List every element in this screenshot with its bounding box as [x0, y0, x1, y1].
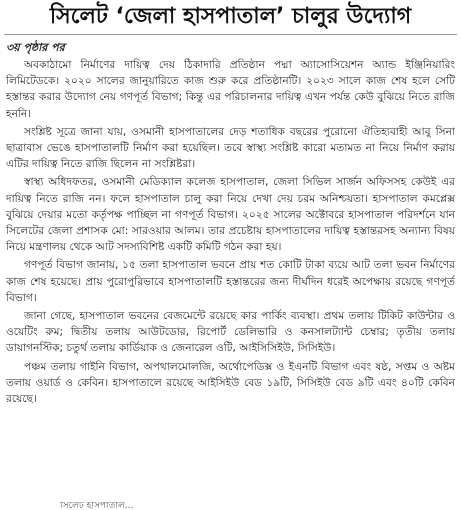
article-body	[6, 57, 455, 409]
paragraph-5: জানা গেছে, হাসপাতাল ভবনের বেজমেন্টে রয়েছে কার পার্কিং ব্যবস্থা। প্রথম তলায় টিকিট কাউন্টার ও ওয়েটিং রুম; দ্বিতীয় তলায় আউটডোর, রিপোর্ট ডেলিভারি ও কনসালট্যান্ট চেম্বার; তৃতীয় তলায় ডায়াগনস্টিক; চতুর্থ তলায় কার্ডিয়াক ও জেনারেল ওটি, আইসিসিইউ, সিসিইউ।	[6, 310, 455, 355]
cut-off-line: সিলেট হাসপাতাল…	[60, 502, 134, 510]
paragraph-2: সংশ্লিষ্ট সূত্রে জানা যায়, ওসমানী হাসপাতালের দেড় শতাধিক বছরের পুরোনো ঐতিহ্যবাহী আবু সিনা ছাত্রাবাস ভেঙে হাসপাতালটি নির্মাণ করা হয়েছিল। তবে স্বাস্থ্য সংশ্লিষ্ট কারো মতামত না নিয়ে নির্মাণ করায় এটির দায়িত্ব নিতে রাজি ছিলেন না সংশ্লিষ্টরা।	[6, 125, 455, 171]
headline: সিলেট ‘জেলা হাসপাতাল’ চালুর উদ্যোগ	[49, 4, 412, 29]
paragraph-1: অবকাঠামো নির্মাণের দায়িত্ব দেয় ঠিকাদারি প্রতিষ্ঠান পদ্মা অ্যাসোসিয়েশন অ্যান্ড ইঞ্জিনিয়ারিং লিমিটেডকে। ২০২০ সালের জানুয়ারিতে কাজ শুরু করে প্রতিষ্ঠানটি। ২০২৩ সালে কাজ শেষ হলে সেটি হস্তান্তর করার উদ্যোগ নেয় গণপূর্ত বিভাগ; কিন্তু এর পরিচালনার দায়িত্ব এখন পর্যন্ত কেউ বুঝিয়ে নিতে রাজি হননি।	[6, 59, 455, 120]
continuation-label: ৩য় পৃষ্ঠার পর	[6, 41, 65, 54]
headline-divider	[4, 34, 457, 35]
paragraph-6: পঞ্চম তলায় গাইনি বিভাগ, অপথালমোলজি, অর্থোপেডিক্স ও ইএনটি বিভাগ এবং ষষ্ঠ, সপ্তম ও অষ্টম তলায় ওয়ার্ড ও কেবিন। হাসপাতালে রয়েছে আইসিইউ বেড ১৯টি, সিসিইউ বেড ৯টি এবং ৪০টি কেবিন রয়েছে।	[6, 360, 455, 406]
paragraph-3: স্বাস্থ্য অধিদফতর, ওসমানী মেডিক্যাল কলেজ হাসপাতাল, জেলা সিভিল সার্জন অফিসসহ কেউই এর দায়িত্ব নিতে রাজি নন। ফলে হাসপাতাল চালু করা নিয়ে দেখা দেয় চরম অনিশ্চয়তা। হাসপাতাল কমপ্লেক্স বুঝিয়ে দেয়ার মতো কর্তৃপক্ষ পাচ্ছিল না গণপূর্ত বিভাগ। ২০২৫ সালের অক্টোবরে হাসপাতাল পরিদর্শনে যান সিলেটের জেলা প্রশাসক মো: সারওয়ার আলম। তার প্রচেষ্টায় হাসপাতালের দায়িত্ব হস্তান্তরসহ অন্যান্য বিষয় নিয়ে মন্ত্রণালয় থেকে আট সদস্যবিশিষ্ট একটি কমিটি গঠন করা হয়।	[6, 176, 455, 254]
paragraph-4: গণপূর্ত বিভাগ জানায়, ১৫ তলা হাসপাতাল ভবনে প্রায় শত কোটি টাকা ব্যয়ে আট তলা ভবন নির্মাণের কাজ শেষ হয়েছে। প্রায় পুরোপুরিভাবে হাসপাতালটি হস্তান্তরের জন্য দীর্ঘদিন ধরেই অপেক্ষায় রয়েছে গণপূর্ত বিভাগ।	[6, 259, 455, 304]
